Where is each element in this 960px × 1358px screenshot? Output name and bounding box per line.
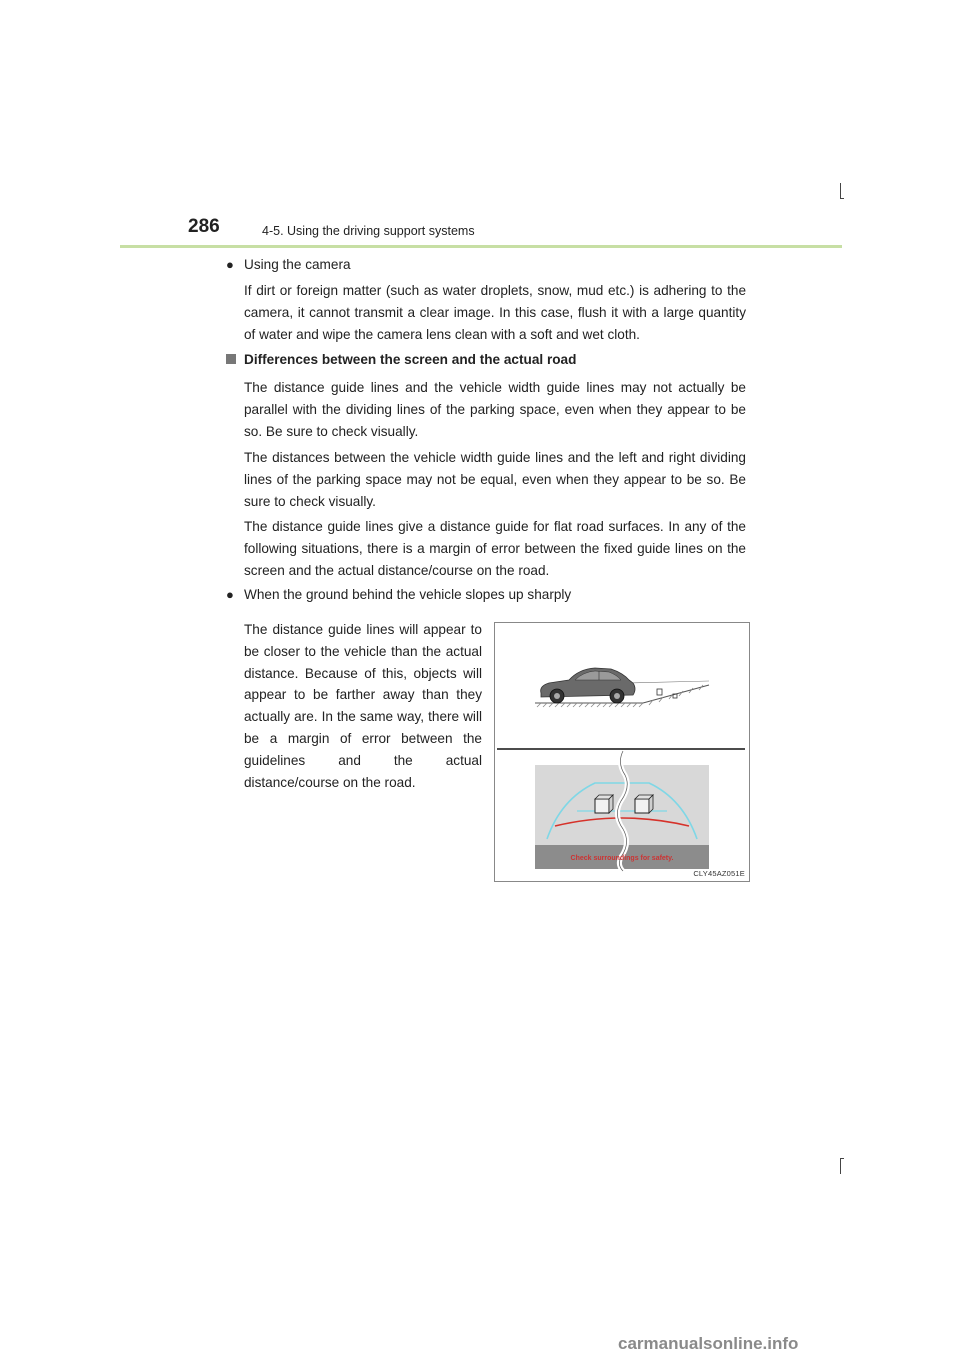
square-bullet-icon bbox=[226, 354, 236, 364]
screen-message: Check surroundings for safety. bbox=[570, 855, 674, 862]
differences-heading: Differences between the screen and the actual road bbox=[244, 352, 577, 367]
camera-text: If dirt or foreign matter (such as water droplets, snow, mud etc.) is adhering to the camera, it cannot transmit a clear image. In this case, flush it with a large quantity of water and wipe the camera lens clean with a soft and wet cloth. bbox=[244, 283, 746, 342]
header-rule bbox=[120, 245, 842, 248]
figure-code: CLY45AZ051E bbox=[693, 869, 745, 878]
slope-illustration-svg bbox=[495, 623, 749, 881]
differences-heading-row bbox=[226, 352, 576, 367]
watermark: carmanualsonline.info bbox=[618, 1334, 799, 1353]
slope-up-label: When the ground behind the vehicle slopes up sharply bbox=[244, 587, 572, 602]
crop-mark-top bbox=[840, 183, 841, 199]
section-title: 4-5. Using the driving support systems bbox=[262, 224, 475, 238]
crop-mark-bottom-foot bbox=[840, 1158, 844, 1159]
bullet-camera bbox=[226, 257, 351, 272]
differences-para-1: The distance guide lines and the vehicle width guide lines may not actually be parallel with the dividing lines of the parking space, even when they appear to be so. Be sure to check visually. bbox=[244, 380, 746, 439]
differences-para-3: The distance guide lines give a distance guide for flat road surfaces. In any of the following situations, there is a margin of error between the fixed guide lines on the screen and the actual distance/course on the road. bbox=[244, 519, 746, 578]
slope-illustration bbox=[494, 622, 750, 882]
page-number: 286 bbox=[188, 216, 220, 237]
crop-mark-bottom bbox=[840, 1158, 841, 1174]
bullet-dot-icon: ● bbox=[226, 257, 234, 272]
camera-screen bbox=[535, 751, 709, 871]
slope-up-text: The distance guide lines will appear to be closer to the vehicle than the actual distance. Because of this, objects will appear to be farther away than they actually are. In the same way, there will be a margin of error between the guidelines and the actual distance/course on the road. bbox=[244, 622, 482, 790]
bullet-dot-icon: ● bbox=[226, 587, 234, 602]
crop-mark-top-foot bbox=[840, 198, 844, 199]
bullet-slope-up bbox=[226, 587, 572, 602]
car-side-view bbox=[535, 668, 709, 707]
camera-label: Using the camera bbox=[244, 257, 351, 272]
differences-para-2: The distances between the vehicle width guide lines and the left and right dividing lines of the parking space may not be equal, even when they appear to be so. Be sure to check visually. bbox=[244, 450, 746, 509]
